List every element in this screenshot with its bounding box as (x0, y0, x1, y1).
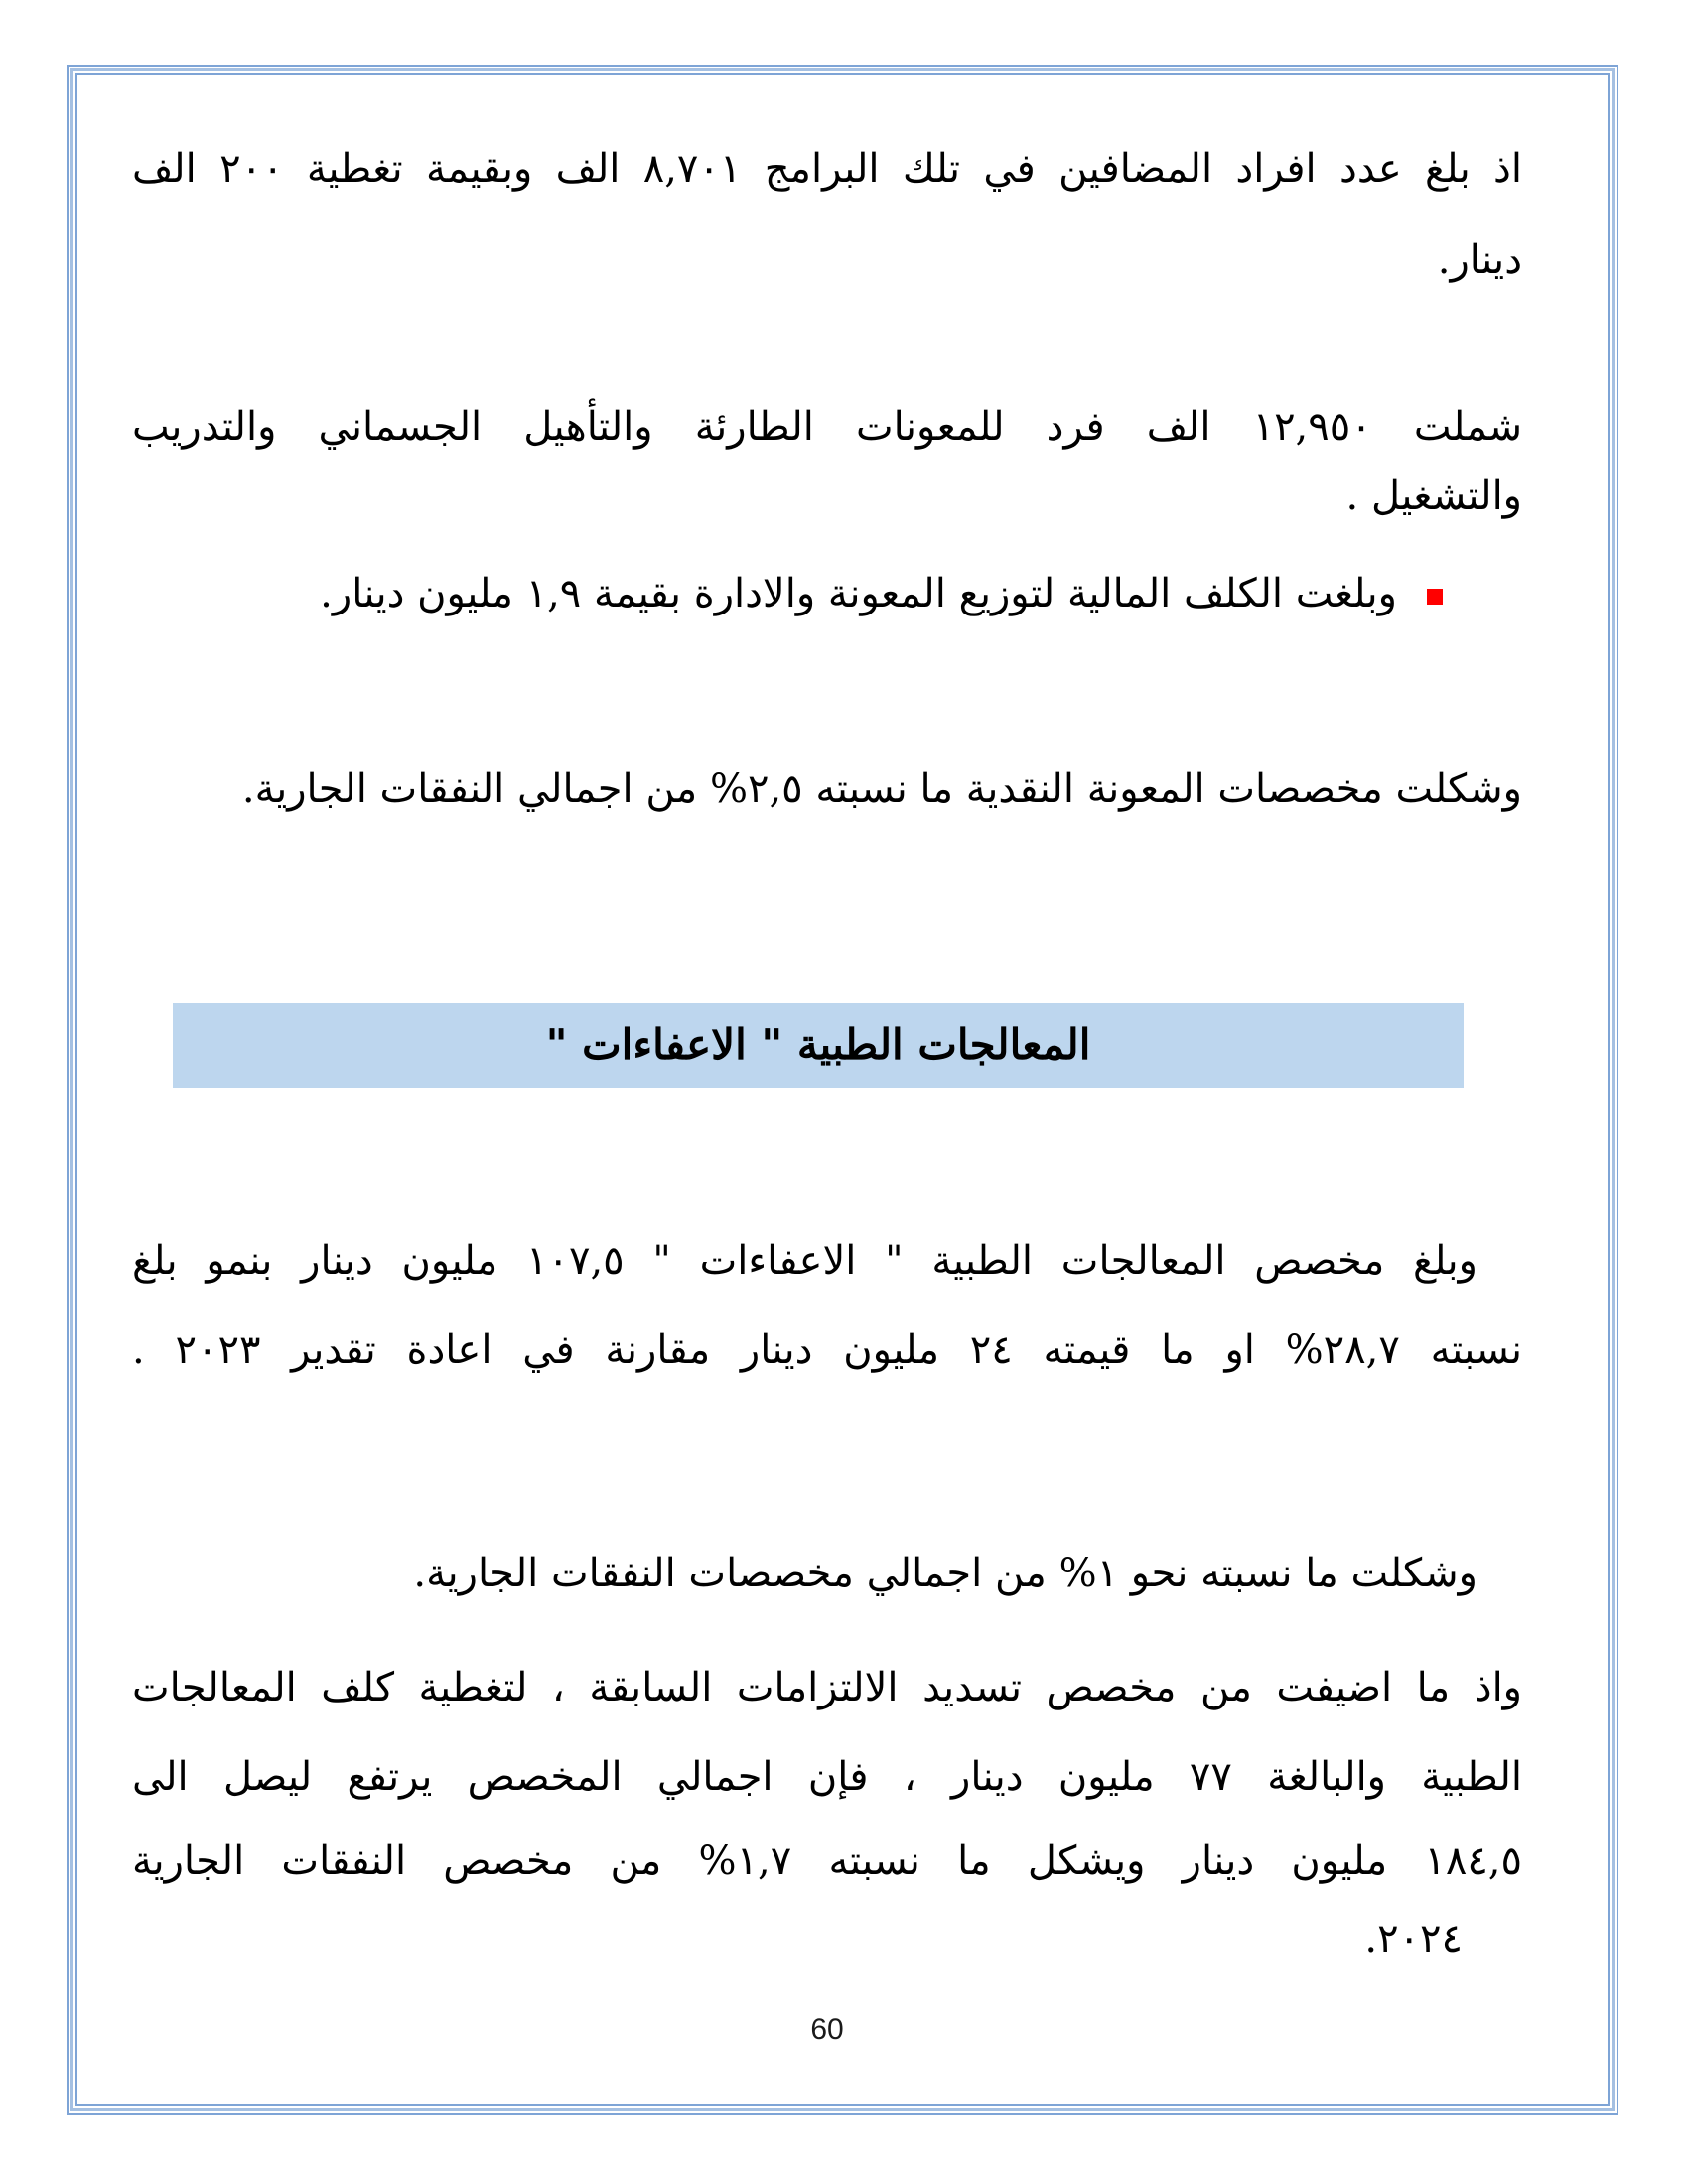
paragraph-line: شملت ١٢,٩٥٠ الف فرد للمعونات الطارئة والتأهيل الجسماني والتدريب (132, 404, 1522, 450)
paragraph-line: وشكلت مخصصات المعونة النقدية ما نسبته ٢,٥% من اجمالي النفقات الجارية. (241, 766, 1522, 812)
paragraph-line: دينار. (1437, 237, 1522, 283)
paragraph-line: وبلغ مخصص المعالجات الطبية " الاعفاءات " ١٠٧,٥ مليون دينار بنمو بلغ (132, 1238, 1477, 1284)
red-square-bullet-icon (1427, 589, 1443, 605)
page-number: 60 (810, 2013, 844, 2046)
paragraph-line: واذ ما اضيفت من مخصص تسديد الالتزامات السابقة ، لتغطية كلف المعالجات (132, 1665, 1522, 1710)
section-header: المعالجات الطبية " الاعفاءات " (545, 1021, 1091, 1069)
bullet-list-item (132, 548, 1522, 639)
paragraph-line: الطبية والبالغة ٧٧ مليون دينار ، فإن اجمالي المخصص يرتفع ليصل الى (132, 1754, 1522, 1800)
paragraph-line: ١٨٤,٥ مليون دينار ويشكل ما نسبته ١,٧% من مخصص النفقات الجارية (132, 1839, 1522, 1884)
bullet-item-text: وبلغت الكلف المالية لتوزيع المعونة والادارة بقيمة ١,٩ مليون دينار. (320, 571, 1397, 616)
paragraph-line: ٢٠٢٤. (1364, 1916, 1463, 1962)
paragraph-line: وشكلت ما نسبته نحو ١% من اجمالي مخصصات النفقات الجارية. (413, 1551, 1477, 1596)
paragraph-line: اذ بلغ عدد افراد المضافين في تلك البرامج ٨,٧٠١ الف وبقيمة تغطية ٢٠٠ الف (132, 146, 1522, 192)
paragraph-line: والتشغيل . (1345, 474, 1522, 519)
paragraph-line: نسبته ٢٨,٧% او ما قيمته ٢٤ مليون دينار مقارنة في اعادة تقدير ٢٠٢٣ . (132, 1327, 1522, 1373)
section-header-band (173, 1003, 1464, 1088)
